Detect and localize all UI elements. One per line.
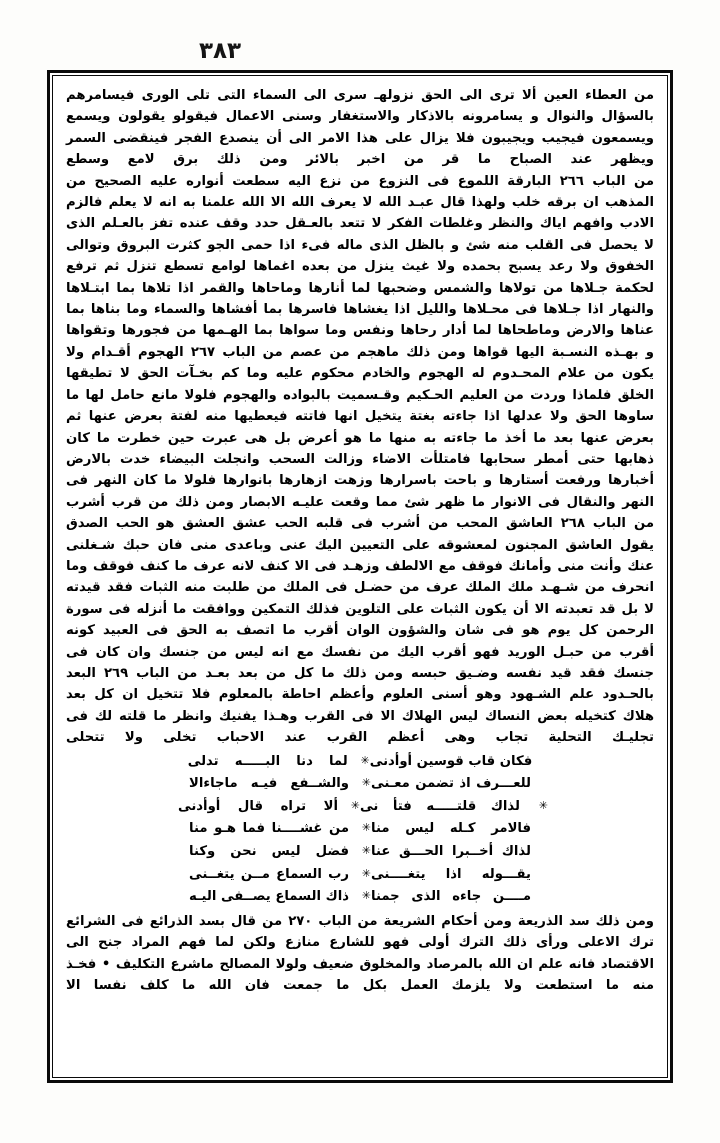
- hemistich-right: والشــفع فيـه ماجاءالا: [189, 776, 349, 792]
- verse-separator-star-icon: ✳: [361, 889, 371, 903]
- paragraph-chapters-266-269: من الباب ٢٦٦ البارقة اللموع فى النزوع من نزع اليه سطعت أنواره عليه الصحيح من المذهب ان برقه خلب ولهذا قال عبـد الله لا يعرف الله الا الله علمنا به انه لا يعلم فالزم الادب وافهم اياك والنظر وغلطات الفكر لا تتعد بالعـقل حدد وقف عنده تفز بالعـلم الذى لا يحصل فى القلب منه شئ و بالظل الذى ماله فىء اذا حمى الجو كثرت البروق وتوالى الخفوق ولا رعد يسبح بحمده ولا غيث ينزل من بعده اغماها لوامع تسطع تنزل ثم ترفع لحكمة جـلاها من تولاها والشمس وضحبها لما أنارها وماحاها والقمر اذا تلاها بما ابتـلاها والنهار اذا جـلاها فى محـلاها والليل اذا يغشاها فاسرها بما أفشاها والسماء وما بناها بما عناها والارض وماطحاها لما أدار رحاها ونفس وما سواها بما الهـمها من فجورها وتقواها و بهـذه النسـبة اليها قواها ومن ذلك ماهجم من عصم من الباب ٢٦٧ الهجوم أقـدام ولا يكون من علام المحـدوم له الهجوم والخادم محكوم عليه وما كم بخـآت الحق لا تطيقها الخلق فلماذا وردت من العليم الحـكيم وقـسميت بالبواده والهجوم فلولا مانع حامل لها ما ساوها الحق ولا عدلها اذا جاءته بغتة يتخيل انها فاتته فيعطيها منه لفتة بعرض عنها ثم بعرض عنها بعد ما أخذ ما جاءته به منها ما هو أعرض بل هى عبرت حين خطرت ما كان ذهابها حتى أمطر سحابها فامتلأت الاضاء وزالت السحب وانجلت البيضاء خدت بالارض أخبارها ورفعت أستارها و باحت باسرارها وزهت ازهارها بانوارها فلولا ما كان النهر فى النهر والنقال فى الانوار ما ظهر شئ مما وقعت عليـه الابصار ومن ذلك من قرب أشرب من الباب ٢٦٨ العاشق المحب من أشرب فى قلبه الحب عشق العشق هو الحب الصدق يقول العاشق المجنون لمعشوقه على التعيين اليك عنى وباعدى منى فان حبك شـغلنى عنك وأنت منى وأمانك فوقف مع الالطف وزهـد فى الا كنف لانه عرف ما كنف فوقف وما انحرف من شـهـد ملك الملك عرف من حضـل فى الملك من طلبت منه الثبات فقد قيدته لا بل قد تعبدته الا أن يكون الثبات على التلوين فذلك التمكين ووافقت ما أنزله فى سورة الرحمن كل يوم هو فى شان والشؤون الوان أقرب ما اتصف به الحق فى العبيد كونه أقرب من حبـل الوريد فهو أقرب اليك من نفسك مع انه ليس من جنسك وان كان فى جنسك فقد قيد نفسه وضـيق حبسه ومن ذلك ما كل من بعد بعـد من الباب ٢٦٩ البعد بالحـدود علم الشـهود وهو أسنى العلوم وأعظم احاطة بالمعلوم فلا تتخيل ان كل بعد هلاك كتخيله بعض النساك ليس الهلاك الا فى القرب وهـذا يفنيك وانظر ما قلته لك فى تجليـك التحلية تجاب وهى أعظم القرب عند الاحباب تخلى ولا تتحلى: [66, 173, 655, 746]
- page-number: ٣٨٣: [198, 38, 242, 64]
- hemistich-right: فضل ليس نحن وكنا: [189, 843, 349, 859]
- verse-separator-star-icon: ✳: [361, 776, 371, 790]
- verse-line: [66, 796, 654, 819]
- hemistich-left: فكان قاب قوسين أوأدنى: [369, 753, 533, 769]
- verse-separator-star-icon: ✳: [361, 866, 371, 880]
- verse-line: [66, 864, 654, 887]
- hemistich-left: لذاك أخــبرا الحـــق عنا: [371, 843, 531, 859]
- hemistich-right: ذاك السماع يصــفى اليـه: [189, 889, 349, 905]
- verse-line: [66, 886, 654, 909]
- verse-line: [66, 818, 654, 841]
- verse-line: [66, 773, 654, 796]
- verse-separator-star-icon: ✳: [350, 798, 360, 812]
- hemistich-left: مــــن جاءه الذى جمنا: [371, 889, 531, 905]
- text-block: [58, 80, 662, 1073]
- verse-line: [66, 841, 654, 864]
- hemistich-left: يقـــوله اذا يتغــــنى: [371, 866, 531, 882]
- hemistich-left: للعـــرف اذ تضمن معـنى: [371, 776, 531, 792]
- paragraph-opening: من العطاء العين ألا ترى الى الحق نزولهـ سرى الى السماء التى تلى الورى فيسامرهم بالسؤال والنوال و يسامرونه بالاذكار والاستغفار وسنى الاعمال فيقولو يقولون ويسمع ويسمعون فيجيب ويجيبون فلا يزال على هذا الامر الى أن ينصدع الفجر فينقضى السمر ويظهر عند الصباح ما قر من اخبر بالائر ومن ذلك برق لامع وسطع: [66, 88, 654, 168]
- verse-separator-star-icon: ✳: [361, 821, 371, 835]
- hemistich-right: من غشــــنا فما هـو منا: [189, 821, 349, 837]
- verse-separator-star-icon: ✳: [538, 798, 548, 812]
- hemistich-right: رب السماع مــن يتغــنى: [189, 866, 349, 882]
- verse-separator-star-icon: ✳: [360, 753, 370, 767]
- hemistich-right: ألا تراه قال أوأدنى: [178, 798, 338, 814]
- paragraph-chapter-270: ومن ذلك سد الذريعة ومن أحكام الشريعة من الباب ٢٧٠ من قال بسد الذرائع فى الشرائع ترك الاعلى ورأى ذلك الترك أولى فهو للشارع منازع ولكن لما فهم المراد جنح الى الاقتصاد فانه علم ان الله بالمرصاد والمخلوق ضعيف ولولا المصالح ماشرع التكليف • فخـذ منه ما استطعت ولا يلزمك العمل بكل ما جمعت فان الله ما كلف نفسا الا: [66, 913, 654, 993]
- hemistich-right: لما دنا البـــــه تدلى: [187, 753, 348, 769]
- page-number-header: [0, 38, 720, 64]
- hemistich-left: لذاك قلتـــــه فتأ نى: [360, 798, 520, 814]
- verse-line: [66, 751, 654, 774]
- hemistich-left: فالامر كـله ليس منا: [371, 821, 531, 837]
- poetry-block: [66, 751, 654, 909]
- verse-separator-star-icon: ✳: [361, 843, 371, 857]
